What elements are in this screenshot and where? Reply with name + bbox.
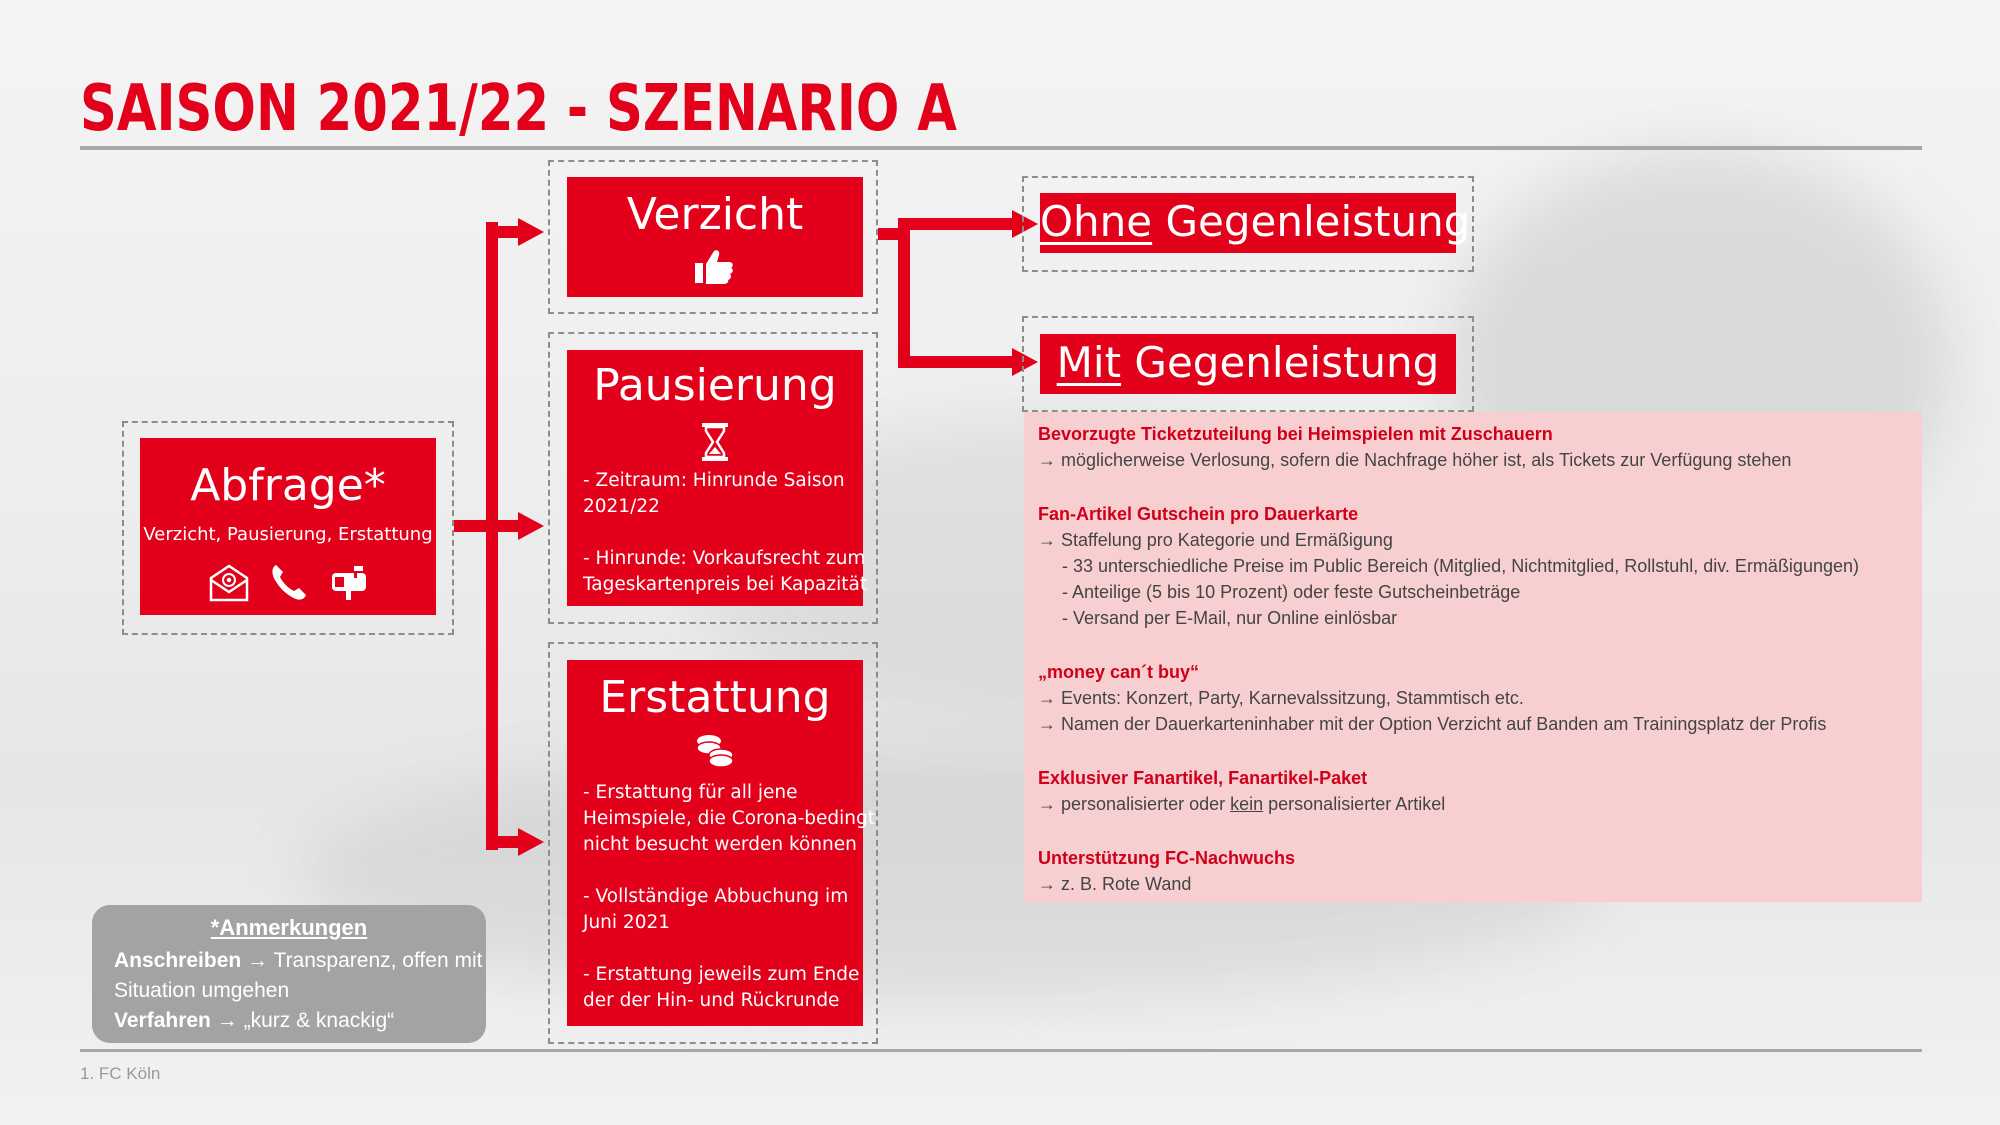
panel-heading: Fan-Artikel Gutschein pro Dauerkarte — [1038, 504, 1359, 524]
erstattung-line: Juni 2021 — [583, 912, 671, 933]
note-line: Anschreiben → Transparenz, offen mit — [114, 949, 483, 972]
pausierung-line: Tageskartenpreis bei Kapazität — [583, 574, 868, 595]
connector-mit — [904, 356, 1014, 368]
connector-verzicht — [492, 226, 520, 238]
mit-gegenleistung-box[interactable] — [1040, 334, 1456, 394]
panel-line: - Anteilige (5 bis 10 Prozent) oder feste Gutscheinbeträge — [1062, 582, 1521, 602]
thumbs-up-icon — [693, 247, 735, 285]
arrow-verzicht — [518, 218, 544, 246]
footer-label: 1. FC Köln — [80, 1064, 161, 1083]
arrow-right-icon: → — [1038, 450, 1062, 470]
panel-line: - Versand per E-Mail, nur Online einlösbar — [1062, 608, 1398, 628]
erstattung-line: - Vollständige Abbuchung im — [583, 886, 849, 907]
erstattung-line: der der Hin- und Rückrunde — [583, 990, 840, 1011]
panel-heading: Unterstützung FC-Nachwuchs — [1038, 848, 1296, 868]
coins-icon — [693, 732, 737, 768]
erstattung-title: Erstattung — [599, 672, 831, 723]
phone-icon — [268, 561, 310, 603]
panel-line: - 33 unterschiedliche Preise im Public Bereich (Mitglied, Nichtmitglied, Rollstuhl, div. Ermäßigungen) — [1062, 556, 1859, 576]
verzicht-title: Verzicht — [626, 189, 804, 240]
connector-vertical — [486, 222, 498, 850]
panel-line: → möglicherweise Verlosung, sofern die Nachfrage höher ist, als Tickets zur Verfügung stehen — [1038, 450, 1792, 470]
connector-erstattung — [492, 836, 520, 848]
arrow-right-icon: → — [247, 949, 269, 972]
connector-pausierung — [492, 520, 520, 532]
ohne-gegenleistung-box[interactable] — [1040, 193, 1471, 253]
mit-gegenleistung-label: Mit Gegenleistung — [1056, 338, 1440, 387]
footer-divider — [80, 1049, 1922, 1052]
connector-ohne — [904, 218, 1014, 230]
anmerkungen-note — [92, 905, 486, 1043]
pausierung-box[interactable] — [567, 350, 868, 606]
hourglass-icon — [700, 422, 730, 462]
pausierung-line: - Zeitraum: Hinrunde Saison — [583, 470, 845, 491]
connector-verzicht-vertical — [898, 218, 910, 368]
page-title: SAISON 2021/22 - SZENARIO A — [80, 72, 957, 146]
note-line: Situation umgehen — [114, 979, 290, 1002]
panel-line: → Events: Konzert, Party, Karnevalssitzung, Stammtisch etc. — [1038, 688, 1524, 708]
pausierung-line: - Hinrunde: Vorkaufsrecht zum — [583, 548, 866, 569]
erstattung-line: - Erstattung jeweils zum Ende — [583, 964, 860, 985]
ohne-gegenleistung-label: Ohne Gegenleistung — [1040, 197, 1471, 246]
arrow-erstattung — [518, 828, 544, 856]
arrow-right-icon: → — [216, 1009, 238, 1032]
erstattung-line: nicht besucht werden können — [583, 834, 857, 855]
erstattung-line: - Erstattung für all jene — [583, 782, 798, 803]
arrow-right-icon: → — [1038, 714, 1062, 734]
panel-line: → Namen der Dauerkarteninhaber mit der Option Verzicht auf Banden am Trainingsplatz der Profis — [1038, 714, 1827, 734]
panel-line: → personalisierter oder kein personalisierter Artikel — [1038, 794, 1446, 814]
verzicht-box[interactable] — [567, 177, 863, 297]
mailbox-icon — [326, 563, 370, 601]
pausierung-title: Pausierung — [593, 360, 837, 411]
abfrage-title: Abfrage* — [190, 460, 386, 511]
note-line: Verfahren → „kurz & knackig“ — [114, 1009, 395, 1032]
gegenleistung-details-panel — [1024, 412, 1922, 902]
title-divider — [80, 146, 1922, 150]
pausierung-line: 2021/22 — [583, 496, 660, 517]
arrow-right-icon: → — [1038, 530, 1062, 550]
erstattung-box[interactable] — [567, 660, 876, 1026]
erstattung-line: Heimspiele, die Corona-bedingt — [583, 808, 876, 829]
arrow-pausierung — [518, 512, 544, 540]
arrow-right-icon: → — [1038, 794, 1062, 814]
arrow-right-icon: → — [1038, 688, 1062, 708]
panel-heading: „money can´t buy“ — [1038, 662, 1200, 682]
panel-heading: Exklusiver Fanartikel, Fanartikel-Paket — [1038, 768, 1368, 788]
arrow-right-icon: → — [1038, 874, 1062, 894]
abfrage-box[interactable] — [140, 438, 436, 615]
panel-heading: Bevorzugte Ticketzuteilung bei Heimspielen mit Zuschauern — [1038, 424, 1553, 444]
note-title: *Anmerkungen — [210, 915, 368, 940]
panel-line: → Staffelung pro Kategorie und Ermäßigung — [1038, 530, 1393, 550]
envelope-at-icon — [208, 563, 250, 603]
panel-line: → z. B. Rote Wand — [1038, 874, 1192, 894]
abfrage-subtitle: Verzicht, Pausierung, Erstattung — [143, 524, 433, 545]
